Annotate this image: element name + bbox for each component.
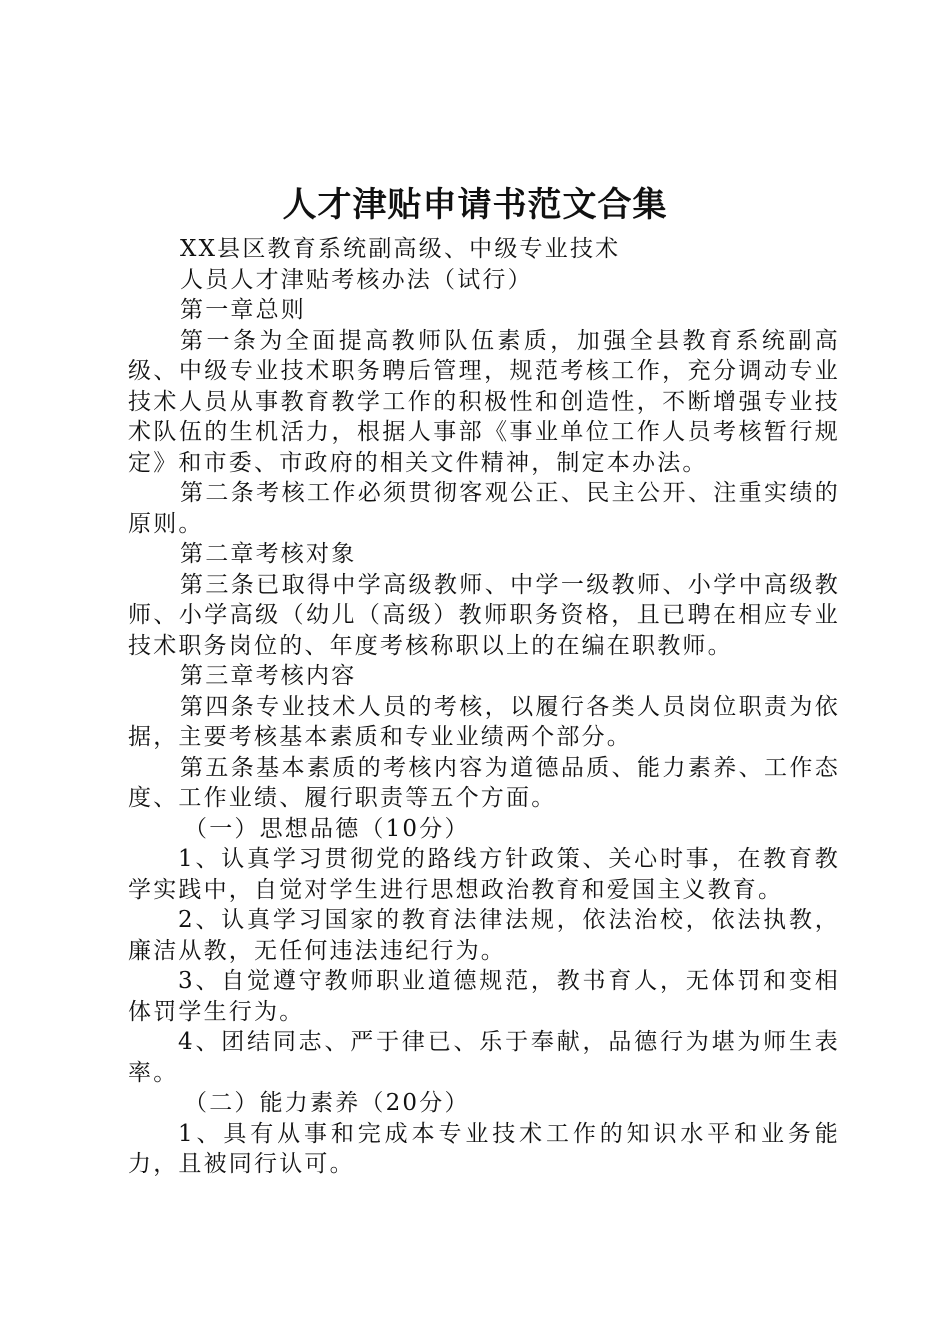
article-4: 第四条专业技术人员的考核，以履行各类人员岗位职责为依据，主要考核基本素质和专业业绩两个部分。 xyxy=(128,693,840,750)
list-item: 2、认真学习国家的教育法律法规，依法治校，依法执教，廉洁从教，无任何违法违纪行为。 xyxy=(128,907,840,964)
section-heading-2: （二）能力素养（20分） xyxy=(184,1090,470,1116)
chapter-heading-1: 第一章总则 xyxy=(180,297,306,323)
section-heading-1: （一）思想品德（10分） xyxy=(184,815,470,842)
article-5: 第五条基本素质的考核内容为道德品质、能力素养、工作态度、工作业绩、履行职责等五个方面。 xyxy=(128,754,840,811)
list-item: 1、认真学习贯彻党的路线方针政策、关心时事，在教育教学实践中，自觉对学生进行思想政治教育和爱国主义教育。 xyxy=(128,846,840,903)
article-3: 第三条已取得中学高级教师、中学一级教师、小学中高级教师、小学高级（幼儿（高级）教师职务资格，且已聘在相应专业技术职务岗位的、年度考核称职以上的在编在职教师。 xyxy=(128,571,840,659)
subtitle-line-2: 人员人才津贴考核办法（试行） xyxy=(180,266,533,293)
article-1: 第一条为全面提高教师队伍素质，加强全县教育系统副高级、中级专业技术职务聘后管理，规范考核工作，充分调动专业技术人员从事教育教学工作的积极性和创造性，不断增强专业技术队伍的生机活力，根据人事部《事业单位工作人员考核暂行规定》和市委、市政府的相关文件精神，制定本办法。 xyxy=(128,327,840,476)
subtitle-line-1: XX县区教育系统副高级、中级专业技术 xyxy=(180,236,621,262)
list-item: 1、具有从事和完成本专业技术工作的知识水平和业务能力，且被同行认可。 xyxy=(128,1120,840,1177)
document-title: 人才津贴申请书范文合集 xyxy=(282,185,668,225)
list-item: 4、团结同志、严于律已、乐于奉献，品德行为堪为师生表率。 xyxy=(128,1029,840,1086)
chapter-heading-3: 第三章考核内容 xyxy=(180,663,357,689)
document-body xyxy=(128,234,840,1180)
article-2: 第二条考核工作必须贯彻客观公正、民主公开、注重实绩的原则。 xyxy=(128,480,840,537)
chapter-heading-2: 第二章考核对象 xyxy=(180,541,357,567)
list-item: 3、自觉遵守教师职业道德规范，教书育人，无体罚和变相体罚学生行为。 xyxy=(128,968,840,1025)
